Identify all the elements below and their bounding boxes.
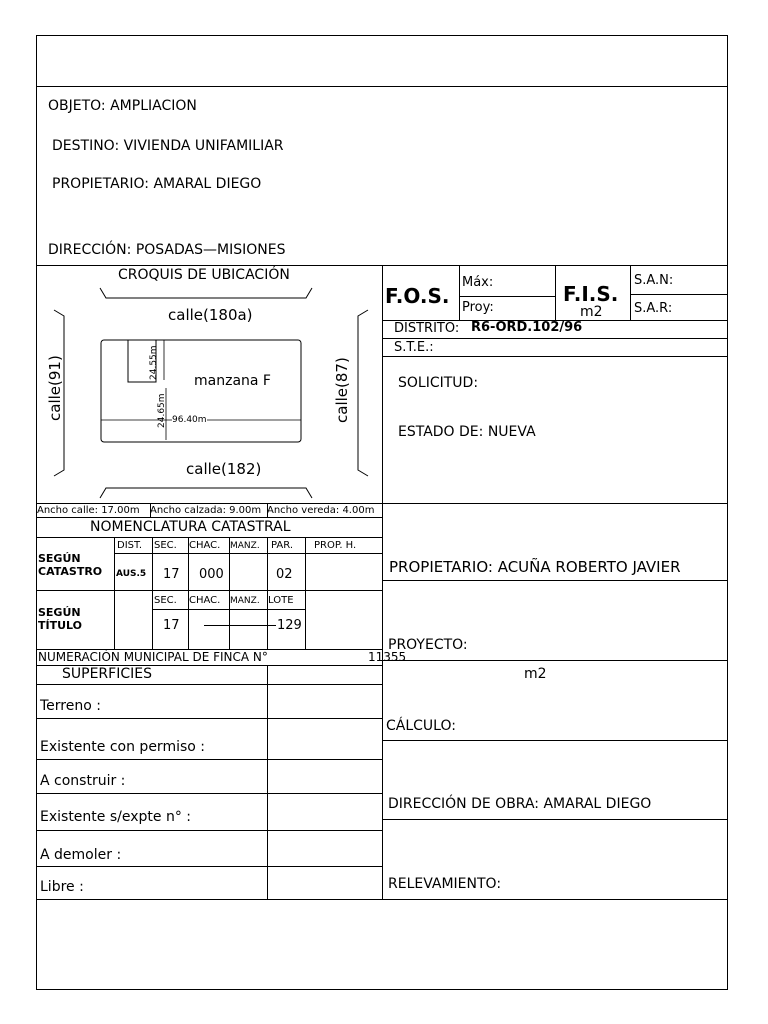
estado-label: ESTADO DE: NUEVA [398,424,536,440]
ancho-vereda: Ancho vereda: 4.00m [267,505,375,516]
sar-label: S.A.R: [634,301,673,316]
sup-existente: Existente con permiso : [40,739,205,755]
fos-col-1 [459,265,460,320]
sup-libre: Libre : [40,879,84,895]
fis-unit: m2 [580,304,603,320]
fis-label: F.I.S. [563,282,619,306]
propietario-right: PROPIETARIO: ACUÑA ROBERTO JAVIER [389,558,681,576]
san-line [630,294,728,295]
center-divider [382,265,383,899]
val-sec: 17 [163,567,180,582]
fos-mid-line [459,296,555,297]
croquis-title: CROQUIS DE UBICACIÓN [118,267,290,283]
sup-line-1 [36,718,382,719]
dim-width-label: 96.40m [172,415,207,425]
san-label: S.A.N: [634,273,674,288]
distrito-label: DISTRITO: [394,321,460,336]
proyecto-label: PROYECTO: [388,637,468,653]
fis-col [630,265,631,320]
fos-col-2 [555,265,556,320]
fos-max: Máx: [462,275,494,290]
street-top-label: calle(180a) [168,306,253,324]
sup-line-5 [36,866,382,867]
calculo-line [382,740,728,741]
destino-text: DESTINO: VIVIENDA UNIFAMILIAR [52,138,284,154]
tit-header-line [152,609,305,610]
hdr-chac: CHAC. [189,540,221,551]
sup-line-3 [36,793,382,794]
objeto-text: OBJETO: AMPLIACION [48,98,197,114]
tit-val-lote: 129 [277,618,302,633]
dim-lot-height-label: 24.55m [149,345,159,380]
val-par: 02 [276,567,293,582]
sup-expte: Existente s/expte n° : [40,809,191,825]
sup-terreno: Terreno : [40,698,101,714]
width-divider-1 [150,503,151,517]
distrito-line [382,338,728,339]
main-bottom-line [36,899,728,900]
hdr-sec: SEC. [154,540,177,551]
numeracion-value: 11355 [368,650,407,664]
tit-hdr-sec: SEC. [154,595,177,606]
sup-demoler: A demoler : [40,847,122,863]
direccion-obra-label: DIRECCIÓN DE OBRA: AMARAL DIEGO [388,796,652,812]
direccion-text: DIRECCIÓN: POSADAS—MISIONES [48,242,286,258]
cat-header-line [114,553,382,554]
street-left-label: calle(91) [46,355,64,421]
numeracion-label: NUMERACIÓN MUNICIPAL DE FINCA N° [38,650,268,664]
hdr-dist: DIST. [117,540,143,551]
dim-block-height-label: 24.65m [157,393,167,428]
segun-catastro-label: SEGÚN CATASTRO [38,552,103,578]
fos-proy: Proy: [462,300,494,315]
nomen-title-line [36,537,382,538]
ste-line [382,356,728,357]
superficies-title: SUPERFICIES [62,666,152,682]
m2-label: m2 [524,666,547,682]
solicitud-label: SOLICITUD: [398,375,479,391]
sup-line-4 [36,830,382,831]
hdr-par: PAR. [271,540,294,551]
sup-col [267,665,268,899]
relevamiento-label: RELEVAMIENTO: [388,876,502,892]
tit-hdr-lote: LOTE [268,595,294,606]
croquis-bottom-line [36,503,728,504]
proyecto-line [382,660,728,661]
segun-titulo-label: SEGÚN TÍTULO [38,606,82,632]
tit-hdr-manz: MANZ. [230,596,260,606]
header-top-line [36,86,728,87]
street-bottom-label: calle(182) [186,460,262,478]
nomenclatura-title: NOMENCLATURA CATASTRAL [90,519,291,535]
block-label: manzana F [194,373,271,389]
tit-dash [204,625,276,626]
prop-line [382,580,728,581]
ste-label: S.T.E.: [394,340,434,355]
hdr-manz: MANZ. [230,541,260,551]
street-right-label: calle(87) [333,357,351,423]
val-dist: AUS.5 [116,569,147,579]
tit-hdr-chac: CHAC. [189,595,221,606]
ancho-calle: Ancho calle: 17.00m [37,505,140,516]
fos-label: F.O.S. [385,284,450,308]
hdr-prop-h: PROP. H. [314,540,357,551]
sup-line-2 [36,759,382,760]
cat-bottom-line [36,590,382,591]
tit-val-sec: 17 [163,618,180,633]
sup-construir: A construir : [40,773,126,789]
propietario-text: PROPIETARIO: AMARAL DIEGO [52,176,262,192]
width-divider-2 [267,503,268,517]
ancho-calzada: Ancho calzada: 9.00m [150,505,262,516]
widths-bottom-line [36,517,382,518]
calculo-label: CÁLCULO: [386,718,456,734]
direccion-obra-line [382,819,728,820]
distrito-value: R6-ORD.102/96 [471,320,583,335]
val-chac: 000 [199,567,224,582]
sup-line-0 [36,684,382,685]
